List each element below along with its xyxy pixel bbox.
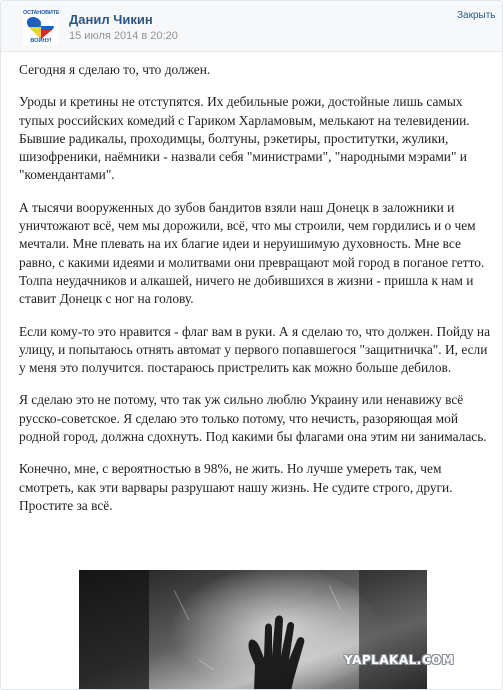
photo-image: [79, 570, 427, 690]
post-paragraph: А тысячи вооруженных до зубов бандитов взяли наш Донецк в заложники и уничтожают всё, чем мы дорожили, всё, что мы строили, чем гордились и о чем мечтали. Мне плевать на их благие идеи и неруишимую духовность. Мне все равно, с какими идеями и молитвами они превращают мой город в поганое гетто. Толпа неудачников и алкашей, ничего не добившихся в жизни - пришла к нам и ставит Донецк с ног на голову.: [19, 199, 485, 307]
author-name[interactable]: Данил Чикин: [69, 12, 153, 27]
post-paragraph: Я сделаю это не потому, что так уж сильно люблю Украину или ненавижу всё русско-советское. Я сделаю это только потому, что нечисть, разоряющая мой родной город, должна сдохнуть. Под какими бы флагами она этим ни занималась.: [19, 392, 487, 445]
post-paragraph: Конечно, мне, с вероятностью в 98%, не жить. Но лучше умереть так, чем смотреть, как эти варвары разрушают нашу жизнь. Не судите строго, други. Простите за всё.: [19, 461, 453, 513]
avatar-caption-bottom: ВОЙНУ!: [30, 38, 52, 44]
post-text: [19, 61, 497, 515]
post-photo[interactable]: [79, 570, 427, 690]
post-header: [1, 1, 502, 52]
watermark: YAPLAKAL.COM: [344, 653, 455, 667]
close-link[interactable]: Закрыть: [457, 10, 496, 21]
post-paragraph: Уроды и кретины не отступятся. Их дебильные рожи, достойные лишь самых тупых российских комедий с Гариком Харламовым, мелькают на телевидении. Бывшие радикалы, проходимцы, болтуны, рэкетиры, проститутки, жулики, шизофреники, наёмники - назвали себя "министрами", "народными мэрами" и "комендантами".: [19, 94, 470, 183]
post-paragraph: Сегодня я сделаю то, что должен.: [19, 62, 211, 77]
post-paragraph: Если кому-то это нравится - флаг вам в руки. А я сделаю то, что должен. Пойду на улицу, и попытаюсь отнять автомат у первого попавшегося "защитничка". И, если у меня это получится. постараюсь пристрелить как можно больше дебилов.: [19, 323, 491, 376]
avatar-caption-top: ОСТАНОВИТЕ: [23, 10, 59, 16]
avatar[interactable]: [23, 9, 59, 45]
post-date[interactable]: 15 июля 2014 в 20:20: [69, 30, 178, 42]
